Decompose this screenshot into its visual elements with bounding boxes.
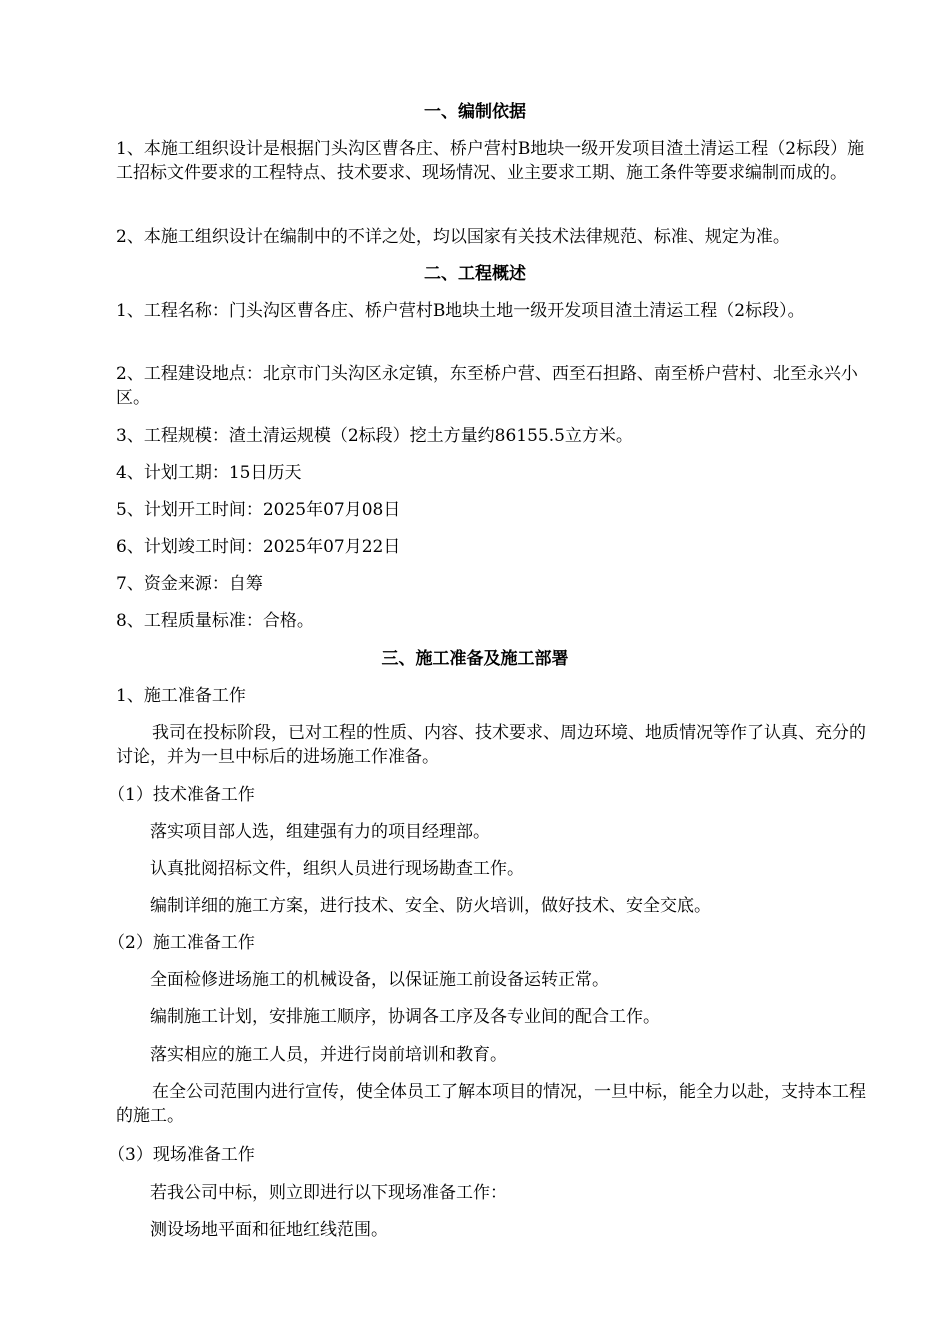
section-3-title: 三、施工准备及施工部署 (381, 649, 569, 669)
site-preparation-heading: （3）现场准备工作 (108, 1145, 255, 1165)
site-preparation-item-2: 测设场地平面和征地红线范围。 (150, 1220, 388, 1240)
construction-work-preparation-item-1: 全面检修进场施工的机械设备，以保证施工前设备运转正常。 (150, 970, 609, 990)
section-1-title: 一、编制依据 (424, 102, 526, 122)
section-2-title: 二、工程概述 (424, 264, 526, 284)
technical-preparation-item-1: 落实项目部人选，组建强有力的项目经理部。 (150, 822, 490, 842)
quality-standard: 8、工程质量标准：合格。 (116, 611, 314, 631)
section-1-paragraph-1: 1、本施工组织设计是根据门头沟区曹各庄、桥户营村B地块一级开发项目渣土清运工程（2标段）施工招标文件要求的工程特点、技术要求、现场情况、业主要求工期、施工条件等要求编制而成的。 (116, 139, 865, 183)
site-preparation-item-1: 若我公司中标，则立即进行以下现场准备工作： (150, 1183, 507, 1203)
construction-work-preparation-item-2: 编制施工计划，安排施工顺序，协调各工序及各专业间的配合工作。 (150, 1007, 660, 1027)
technical-preparation-item-3: 编制详细的施工方案，进行技术、安全、防火培训，做好技术、安全交底。 (150, 896, 711, 916)
planned-duration: 4、计划工期：15日历天 (116, 463, 302, 483)
construction-work-preparation-item-4: 在全公司范围内进行宣传，使全体员工了解本项目的情况，一旦中标，能全力以赴，支持本工程的施工。 (116, 1082, 866, 1126)
planned-completion-date: 6、计划竣工时间：2025年07月22日 (116, 537, 401, 557)
technical-preparation-heading: （1）技术准备工作 (108, 785, 255, 805)
construction-preparation-heading: 1、施工准备工作 (116, 686, 246, 706)
planned-start-date: 5、计划开工时间：2025年07月08日 (116, 500, 401, 520)
section-1-paragraph-2: 2、本施工组织设计在编制中的不详之处，均以国家有关技术法律规范、标准、规定为准。 (116, 227, 790, 247)
construction-work-preparation-heading: （2）施工准备工作 (108, 933, 255, 953)
technical-preparation-item-2: 认真批阅招标文件，组织人员进行现场勘查工作。 (150, 859, 524, 879)
construction-work-preparation-item-3: 落实相应的施工人员，并进行岗前培训和教育。 (150, 1045, 507, 1065)
project-scale: 3、工程规模：渣土清运规模（2标段）挖土方量约86155.5立方米。 (116, 426, 633, 446)
funding-source: 7、资金来源：自筹 (116, 574, 263, 594)
preparation-intro-paragraph: 我司在投标阶段，已对工程的性质、内容、技术要求、周边环境、地质情况等作了认真、充分的讨论，并为一旦中标后的进场施工作准备。 (116, 723, 866, 767)
project-location: 2、工程建设地点：北京市门头沟区永定镇，东至桥户营、西至石担路、南至桥户营村、北至永兴小区。 (116, 364, 858, 408)
project-name: 1、工程名称：门头沟区曹各庄、桥户营村B地块土地一级开发项目渣土清运工程（2标段）。 (116, 301, 805, 321)
